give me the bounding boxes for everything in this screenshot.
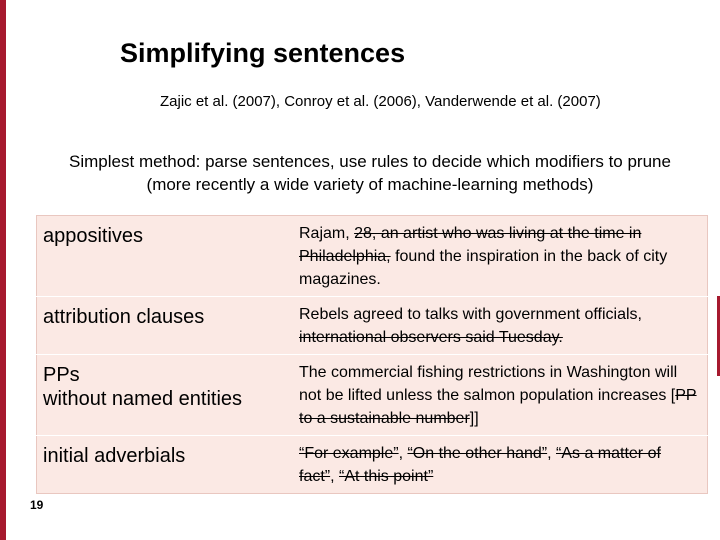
pruned-text: “On the other hand” — [407, 445, 548, 462]
row-example: “For example”, “On the other hand”, “As a matter of fact”, “At this point” — [287, 436, 708, 494]
pruned-text: “As a matter of fact” — [299, 445, 661, 485]
intro-line-1: Simplest method: parse sentences, use rules to decide which modifiers to prune — [69, 152, 671, 171]
intro-text — [30, 150, 710, 196]
row-example: Rajam, 28, an artist who was living at the time in Philadelphia, found the inspiration in the back of city magazines. — [299, 225, 668, 288]
table-row-adverbials — [37, 436, 708, 494]
row-example: Rebels agreed to talks with government officials, international observers said Tuesday. — [287, 297, 708, 355]
row-label: initial adverbials — [37, 436, 288, 494]
row-label: attribution clauses — [37, 297, 288, 355]
pruned-text: 28, an artist who was living at the time in Philadelphia, — [299, 225, 642, 265]
pruning-rules-table — [36, 215, 708, 494]
slide-number: 19 — [30, 498, 44, 512]
row-label: PPs without named entities — [37, 355, 288, 436]
intro-line-2: (more recently a wide variety of machine-learning methods) — [146, 175, 594, 194]
table-row-attribution — [37, 297, 708, 355]
pruned-text: PP to a sustainable number — [299, 387, 697, 427]
table-row-pps — [37, 355, 708, 436]
citation: Zajic et al. (2007), Conroy et al. (2006), Vanderwende et al. (2007) — [160, 93, 601, 110]
row-label: appositives — [43, 225, 144, 247]
pruned-text: international observers said Tuesday. — [299, 329, 563, 346]
left-accent-bar — [0, 0, 6, 540]
table-row-appositives — [37, 216, 708, 297]
row-example: The commercial fishing restrictions in Washington will not be lifted unless the salmon population increases [PP to a sustainable number]] — [287, 355, 708, 436]
pruned-text: “At this point” — [339, 468, 434, 485]
pruned-text: “For example” — [299, 445, 399, 462]
slide-title: Simplifying sentences — [120, 38, 406, 68]
